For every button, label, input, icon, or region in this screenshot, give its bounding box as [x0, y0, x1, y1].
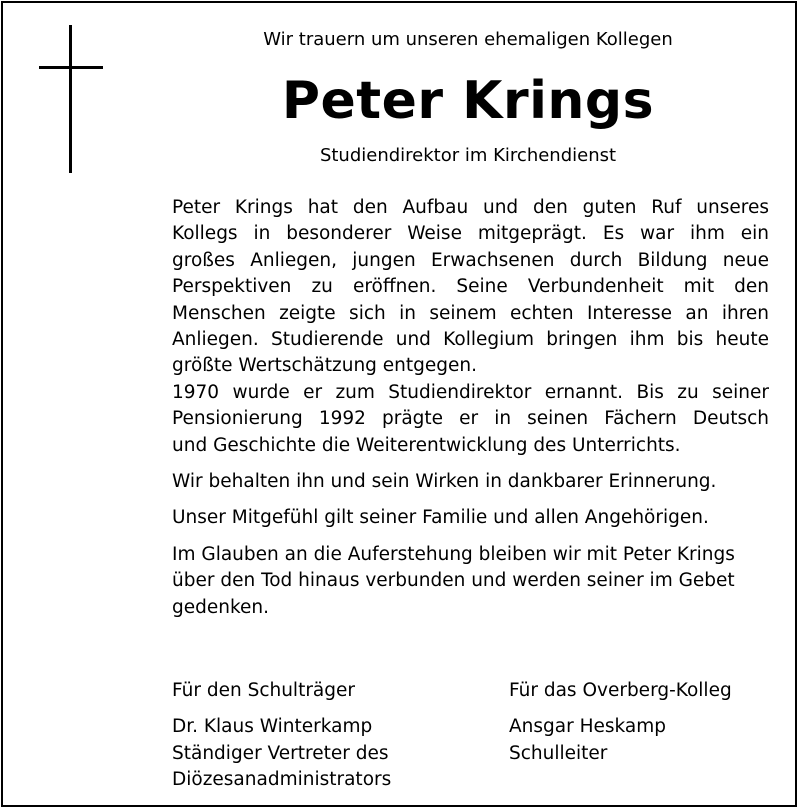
signature-school-authority [172, 678, 391, 794]
signature-position: Ständiger Vertreter des [172, 742, 389, 764]
signature-college [509, 678, 732, 767]
text-line: Im Glauben an die Auferstehung bleiben wir mit Peter Krings [172, 543, 735, 565]
text-line: Pensionierung 1992 prägte er in seinen Fächern Deutsch [172, 408, 769, 430]
text-line: Menschen zeigte sich in seinem echten Interesse an ihren [172, 302, 769, 324]
text-line: Wir behalten ihn und sein Wirken in dankbarer Erinnerung. [172, 471, 717, 493]
obituary-body [172, 195, 769, 621]
text-line: größte Wertschätzung entgegen. [172, 355, 478, 377]
text-line: und Geschichte die Weiterentwicklung des Unterrichts. [172, 434, 681, 456]
text-line: Peter Krings hat den Aufbau und den guten Ruf unseres [172, 197, 769, 218]
text-line: 1970 wurde er zum Studiendirektor ernannt. Bis zu seiner [172, 381, 769, 403]
text-line: Perspektiven zu eröffnen. Seine Verbundenheit mit den [172, 276, 769, 298]
text-line: über den Tod hinaus verbunden und werden seiner im Gebet [172, 570, 735, 592]
text-line: gedenken. [172, 596, 270, 618]
signature-position: Diözesanadministrators [172, 769, 392, 791]
paragraph-remembrance [172, 469, 769, 495]
deceased-title: Studiendirektor im Kirchendienst [319, 145, 617, 166]
cross-horizontal-bar [39, 66, 103, 69]
text-line: großes Anliegen, jungen Erwachsenen durch Bildung neue [172, 249, 769, 271]
text-line: Kollegs in besonderer Weise mitgeprägt. Es war ihm ein [172, 223, 769, 245]
text-line: Unser Mitgefühl gilt seiner Familie und allen Angehörigen. [172, 507, 709, 529]
deceased-name: Peter Krings [281, 71, 655, 131]
signature-role: Für das Overberg-Kolleg [509, 680, 732, 701]
signature-name: Dr. Klaus Winterkamp [172, 716, 373, 738]
signature-role: Für den Schulträger [172, 680, 356, 701]
obituary-frame [1, 1, 797, 807]
paragraph-condolence [172, 505, 769, 531]
paragraph-tribute [172, 195, 769, 459]
cross-icon [39, 25, 103, 173]
paragraph-faith [172, 542, 769, 621]
signature-position: Schulleiter [509, 742, 608, 764]
cross-vertical-bar [69, 25, 72, 173]
intro-text: Wir trauern um unseren ehemaligen Kollegen [263, 29, 673, 50]
signature-name: Ansgar Heskamp [509, 716, 667, 738]
text-line: Anliegen. Studierende und Kollegium bringen ihm bis heute [172, 329, 769, 351]
